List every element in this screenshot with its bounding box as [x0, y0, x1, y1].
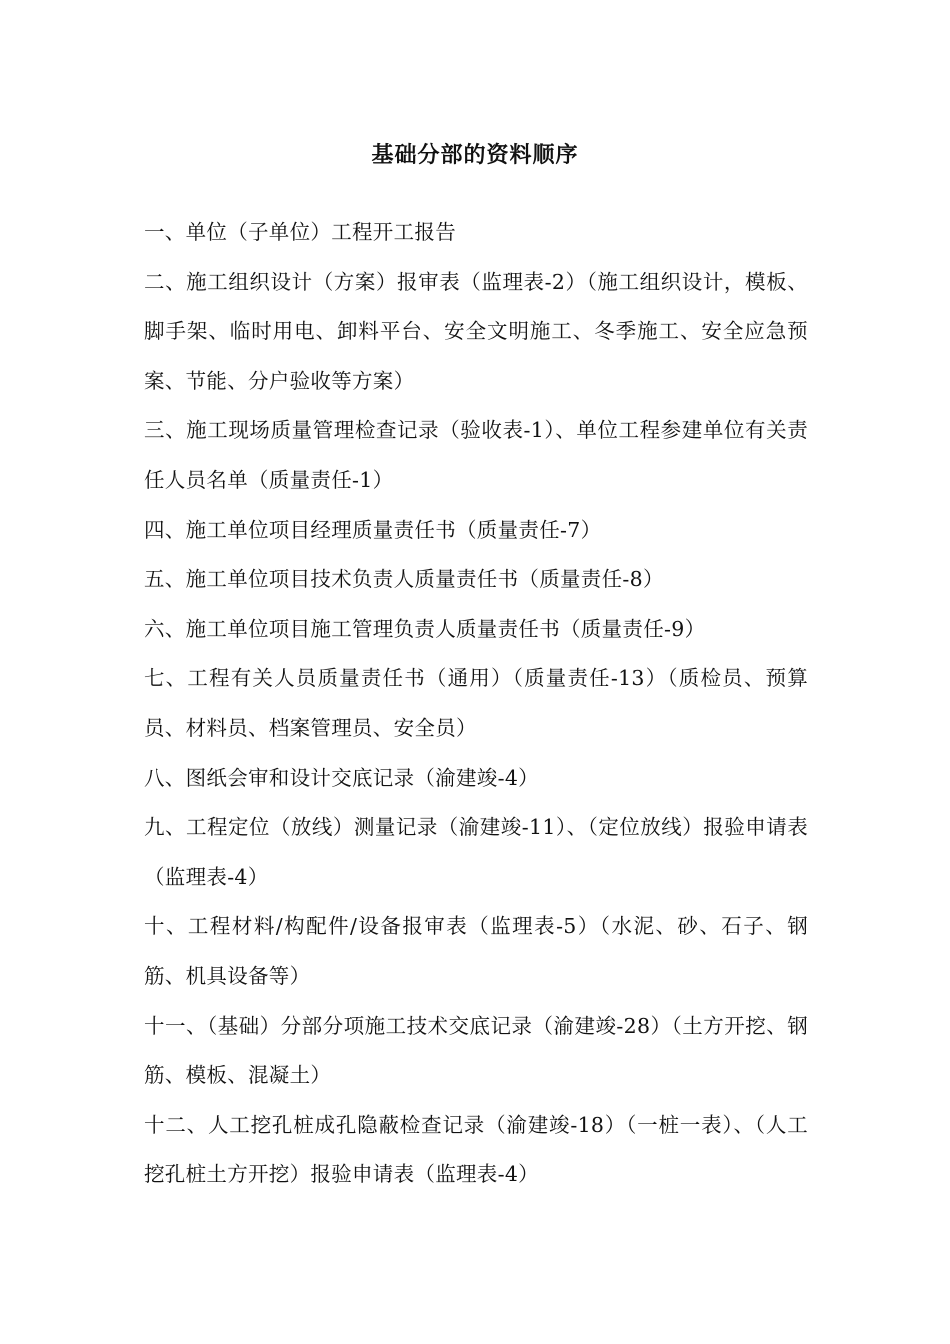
list-item: 六、施工单位项目施工管理负责人质量责任书（质量责任-9） [144, 616, 706, 641]
list-item: 二、施工组织设计（方案）报审表（监理表-2）（施工组织设计，模板、脚手架、临时用电、卸料平台、安全文明施工、冬季施工、安全应急预案、节能、分户验收等方案） [144, 269, 808, 393]
list-item: 三、施工现场质量管理检查记录（验收表-1）、单位工程参建单位有关责任人员名单（质量责任-1） [144, 418, 808, 492]
list-item: 十、工程材料/构配件/设备报审表（监理表-5）（水泥、砂、石子、钢筋、机具设备等） [144, 914, 808, 988]
list-item: 十二、人工挖孔桩成孔隐蔽检查记录（渝建竣-18）（一桩一表）、（人工挖孔桩土方开挖）报验申请表（监理表-4） [144, 1112, 808, 1187]
list-item: 五、施工单位项目技术负责人质量责任书（质量责任-8） [144, 567, 664, 592]
document-title: 基础分部的资料顺序 [371, 142, 579, 168]
list-item: 一、单位（子单位）工程开工报告 [144, 220, 456, 244]
list-item: 四、施工单位项目经理质量责任书（质量责任-7） [144, 517, 602, 542]
list-item: 七、工程有关人员质量责任书（通用）（质量责任-13）（质检员、预算员、材料员、档案管理员、安全员） [144, 666, 808, 740]
list-item: 十一、（基础）分部分项施工技术交底记录（渝建竣-28）（土方开挖、钢筋、模板、混凝土） [144, 1013, 808, 1088]
list-item: 九、工程定位（放线）测量记录（渝建竣-11）、（定位放线）报验申请表（监理表-4） [144, 815, 808, 889]
document-item-list [144, 208, 808, 1200]
list-item: 八、图纸会审和设计交底记录（渝建竣-4） [144, 765, 539, 790]
